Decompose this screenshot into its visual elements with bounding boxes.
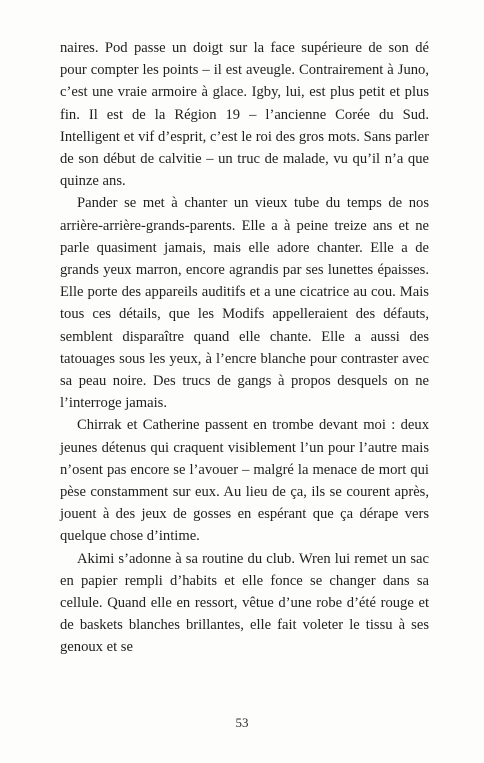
page-number: 53 xyxy=(235,715,249,730)
paragraph-3: Chirrak et Catherine passent en trombe devant moi : deux jeunes détenus qui craquent visiblement l’un pour l’autre mais n’osent pas encore se l’avouer – malgré la menace de mort qui pèse constamment sur eux. Au lieu de ça, ils se courent après, jouent à des jeux de gosses en espérant que ça dérape vers quelque chose d’intime. xyxy=(60,417,429,545)
body-text xyxy=(60,37,429,659)
paragraph-4: Akimi s’adonne à sa routine du club. Wren lui remet un sac en papier rempli d’habits et elle fonce se changer dans sa cellule. Quand elle en ressort, vêtue d’une robe d’été rouge et de baskets blanches brillantes, elle fait voleter le tissu à ses genoux et se xyxy=(60,550,429,656)
paragraph-2: Pander se met à chanter un vieux tube du temps de nos arrière-arrière-grands-parents. Elle a à peine treize ans et ne parle quasiment jamais, mais elle adore chanter. Elle a de grands yeux marron, encore agrandis par ses lunettes épaisses. Elle porte des appareils auditifs et a une cicatrice au cou. Mais tous ces détails, que les Modifs appelleraient des défauts, semblent disparaître quand elle chante. Elle a aussi des tatouages sous les yeux, à l’encre blanche pour contraster avec sa peau noire. Des trucs de gangs à propos desquels on ne l’interroge jamais. xyxy=(60,195,429,412)
paragraph-1: naires. Pod passe un doigt sur la face supérieure de son dé pour compter les points – il est aveugle. Contrairement à Juno, c’est une vraie armoire à glace. Igby, lui, est plus petit et plus fin. Il est de la Région 19 – l’ancienne Corée du Sud. Intelligent et vif d’esprit, c’est le roi des gros mots. Sans parler de son début de calvitie – un truc de malade, vu qu’il n’a que quinze ans. xyxy=(60,40,429,190)
